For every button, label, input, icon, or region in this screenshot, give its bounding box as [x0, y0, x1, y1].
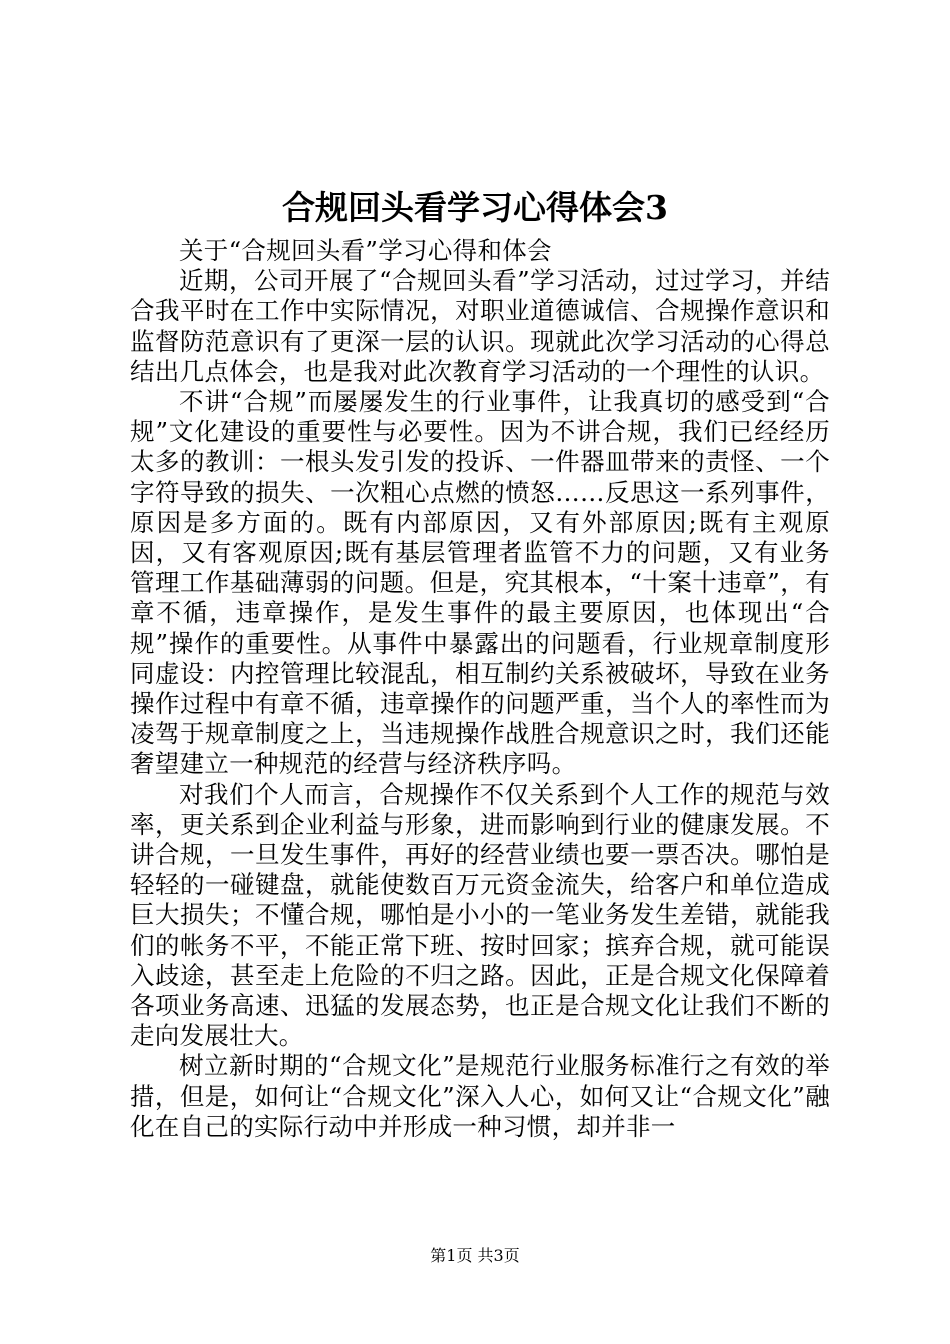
paragraph: 近期，公司开展了“合规回头看”学习活动，过过学习，并结合我平时在工作中实际情况，对职业道德诚信、合规操作意识和监督防范意识有了更深一层的认识。现就此次学习活动的心得总结出几点体会，也是我对此次教育学习活动的一个理性的认识。	[130, 266, 830, 386]
paragraph-heading: 关于“合规回头看”学习心得和体会	[179, 236, 552, 265]
paragraph: 树立新时期的“合规文化”是规范行业服务标准行之有效的举措，但是，如何让“合规文化”深入人心，如何又让“合规文化”融化在自己的实际行动中并形成一种习惯，却并非一	[130, 1051, 830, 1141]
document-body	[130, 236, 830, 1142]
page-footer: 第1页 共3页	[430, 1246, 520, 1265]
paragraph: 对我们个人而言，合规操作不仅关系到个人工作的规范与效率，更关系到企业利益与形象，进而影响到行业的健康发展。不讲合规，一旦发生事件，再好的经营业绩也要一票否决。哪怕是轻轻的一碰键盘，就能使数百万元资金流失，给客户和单位造成巨大损失；不懂合规，哪怕是小小的一笔业务发生差错，就能我们的帐务不平，不能正常下班、按时回家；摈弃合规，就可能误入歧途，甚至走上危险的不归之路。因此，正是合规文化保障着各项业务高速、迅猛的发展态势，也正是合规文化让我们不断的走向发展壮大。	[130, 779, 830, 1051]
document-title: 合规回头看学习心得体会3	[282, 188, 668, 227]
paragraph: 不讲“合规”而屡屡发生的行业事件，让我真切的感受到“合规”文化建设的重要性与必要性。因为不讲合规，我们已经经历太多的教训：一根头发引发的投诉、一件器皿带来的责怪、一个字符导致的损失、一次粗心点燃的愤怒……反思这一系列事件，原因是多方面的。既有内部原因，又有外部原因;既有主观原因，又有客观原因;既有基层管理者监管不力的问题，又有业务管理工作基础薄弱的问题。但是，究其根本，“十案十违章”，有章不循，违章操作，是发生事件的最主要原因，也体现出“合规”操作的重要性。从事件中暴露出的问题看，行业规章制度形同虚设：内控管理比较混乱，相互制约关系被破坏，导致在业务操作过程中有章不循，违章操作的问题严重，当个人的率性而为凌驾于规章制度之上，当违规操作战胜合规意识之时，我们还能奢望建立一种规范的经营与经济秩序吗。	[130, 387, 831, 779]
